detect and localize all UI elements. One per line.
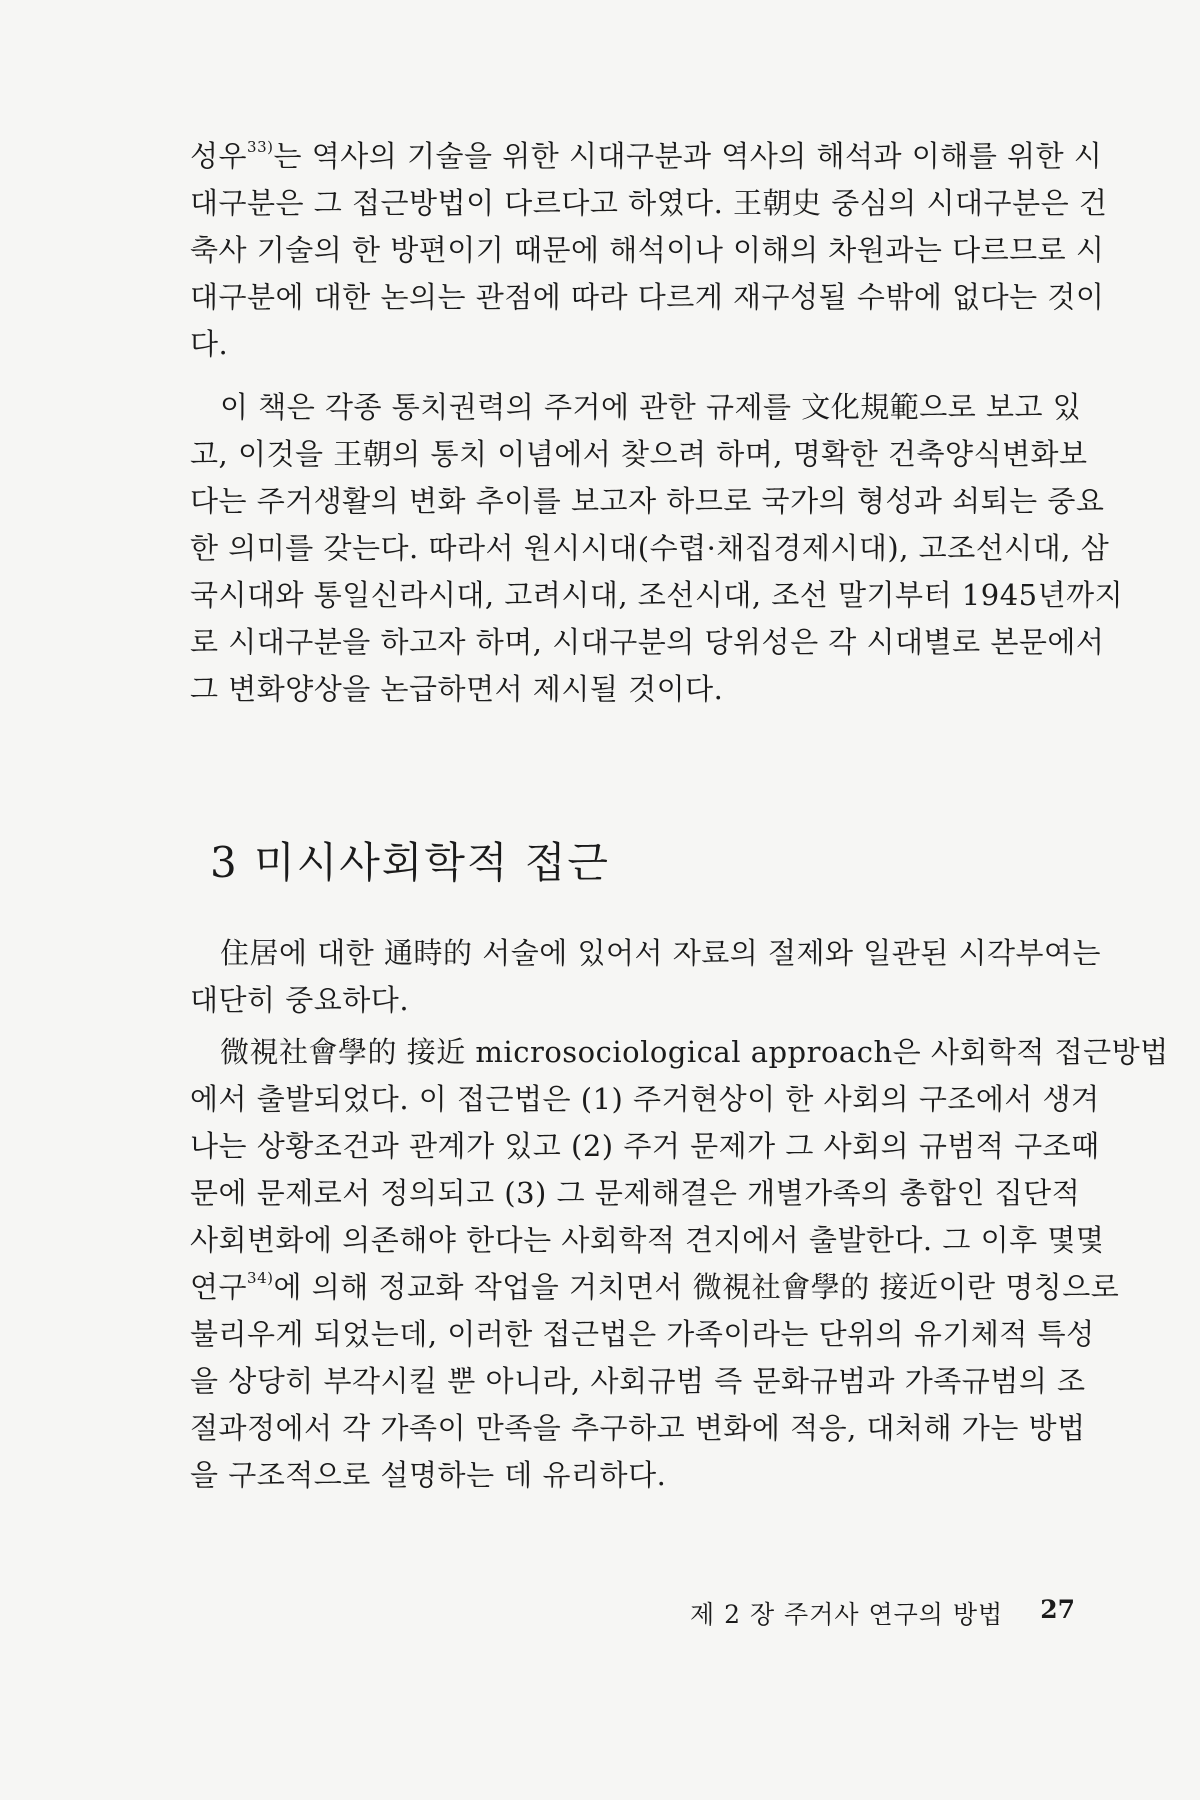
paragraph-3 (190, 930, 1102, 1024)
paragraph-line: 성우$^{33)}$는 역사의 기술을 위한 시대구분과 역사의 해석과 이해를 위한 시 (190, 138, 1103, 173)
footnote-ref: 34) (247, 1269, 274, 1287)
paragraph-line: 고, 이것을 王朝의 통치 이념에서 찾으려 하며, 명확한 건축양식변화보 (190, 437, 1088, 471)
paragraph-2 (190, 384, 1124, 713)
paragraph-line: 한 의미를 갖는다. 따라서 원시시대(수렵·채집경제시대), 고조선시대, 삼 (190, 531, 1110, 565)
paragraph-1 (190, 133, 1108, 368)
paragraph-line: 대단히 중요하다. (190, 983, 410, 1017)
paragraph-line: 다. (190, 327, 229, 361)
page-number: 27 (1040, 1595, 1075, 1624)
paragraph-line: 로 시대구분을 하고자 하며, 시대구분의 당위성은 각 시대별로 본문에서 (190, 625, 1105, 659)
paragraph-line: 불리우게 되었는데, 이러한 접근법은 가족이라는 단위의 유기체적 특성 (190, 1317, 1095, 1351)
paragraph-4 (190, 1029, 1169, 1499)
paragraph-line: 대구분은 그 접근방법이 다르다고 하였다. 王朝史 중심의 시대구분은 건 (190, 186, 1108, 220)
paragraph-line: 微視社會學的 接近 microsociological approach은 사회학적 접근방법 (220, 1035, 1169, 1069)
paragraph-line: 사회변화에 의존해야 한다는 사회학적 견지에서 출발한다. 그 이후 몇몇 (190, 1223, 1105, 1257)
paragraph-line: 나는 상황조건과 관계가 있고 (2) 주거 문제가 그 사회의 규범적 구조때 (190, 1129, 1100, 1163)
section-heading: 3 미시사회학적 접근 (210, 838, 610, 887)
paragraph-line: 을 구조적으로 설명하는 데 유리하다. (190, 1458, 667, 1492)
footnote-ref: 33) (247, 138, 274, 156)
paragraph-line: 축사 기술의 한 방편이기 때문에 해석이나 이해의 차원과는 다르므로 시 (190, 233, 1105, 267)
paragraph-line: 에서 출발되었다. 이 접근법은 (1) 주거현상이 한 사회의 구조에서 생겨 (190, 1082, 1100, 1116)
paragraph-line: 을 상당히 부각시킬 뿐 아니라, 사회규범 즉 문화규범과 가족규범의 조 (190, 1364, 1086, 1398)
paragraph-line: 절과정에서 각 가족이 만족을 추구하고 변화에 적응, 대처해 가는 방법 (190, 1411, 1086, 1445)
chapter-label: 제 2 장 주거사 연구의 방법 (690, 1600, 1004, 1629)
paragraph-line: 다는 주거생활의 변화 추이를 보고자 하므로 국가의 형성과 쇠퇴는 중요 (190, 484, 1105, 518)
paragraph-line: 그 변화양상을 논급하면서 제시될 것이다. (190, 672, 724, 706)
paragraph-line: 住居에 대한 通時的 서술에 있어서 자료의 절제와 일관된 시각부여는 (220, 936, 1102, 970)
paragraph-line: 대구분에 대한 논의는 관점에 따라 다르게 재구성될 수밖에 없다는 것이 (190, 280, 1105, 314)
paragraph-line: 연구$^{34)}$에 의해 정교화 작업을 거치면서 微視社會學的 接近이란 명칭으로 (190, 1269, 1120, 1304)
paragraph-line: 이 책은 각종 통치권력의 주거에 관한 규제를 文化規範으로 보고 있 (220, 390, 1082, 424)
paragraph-line: 문에 문제로서 정의되고 (3) 그 문제해결은 개별가족의 총합인 집단적 (190, 1176, 1081, 1210)
paragraph-line: 국시대와 통일신라시대, 고려시대, 조선시대, 조선 말기부터 1945년까지 (190, 578, 1124, 612)
